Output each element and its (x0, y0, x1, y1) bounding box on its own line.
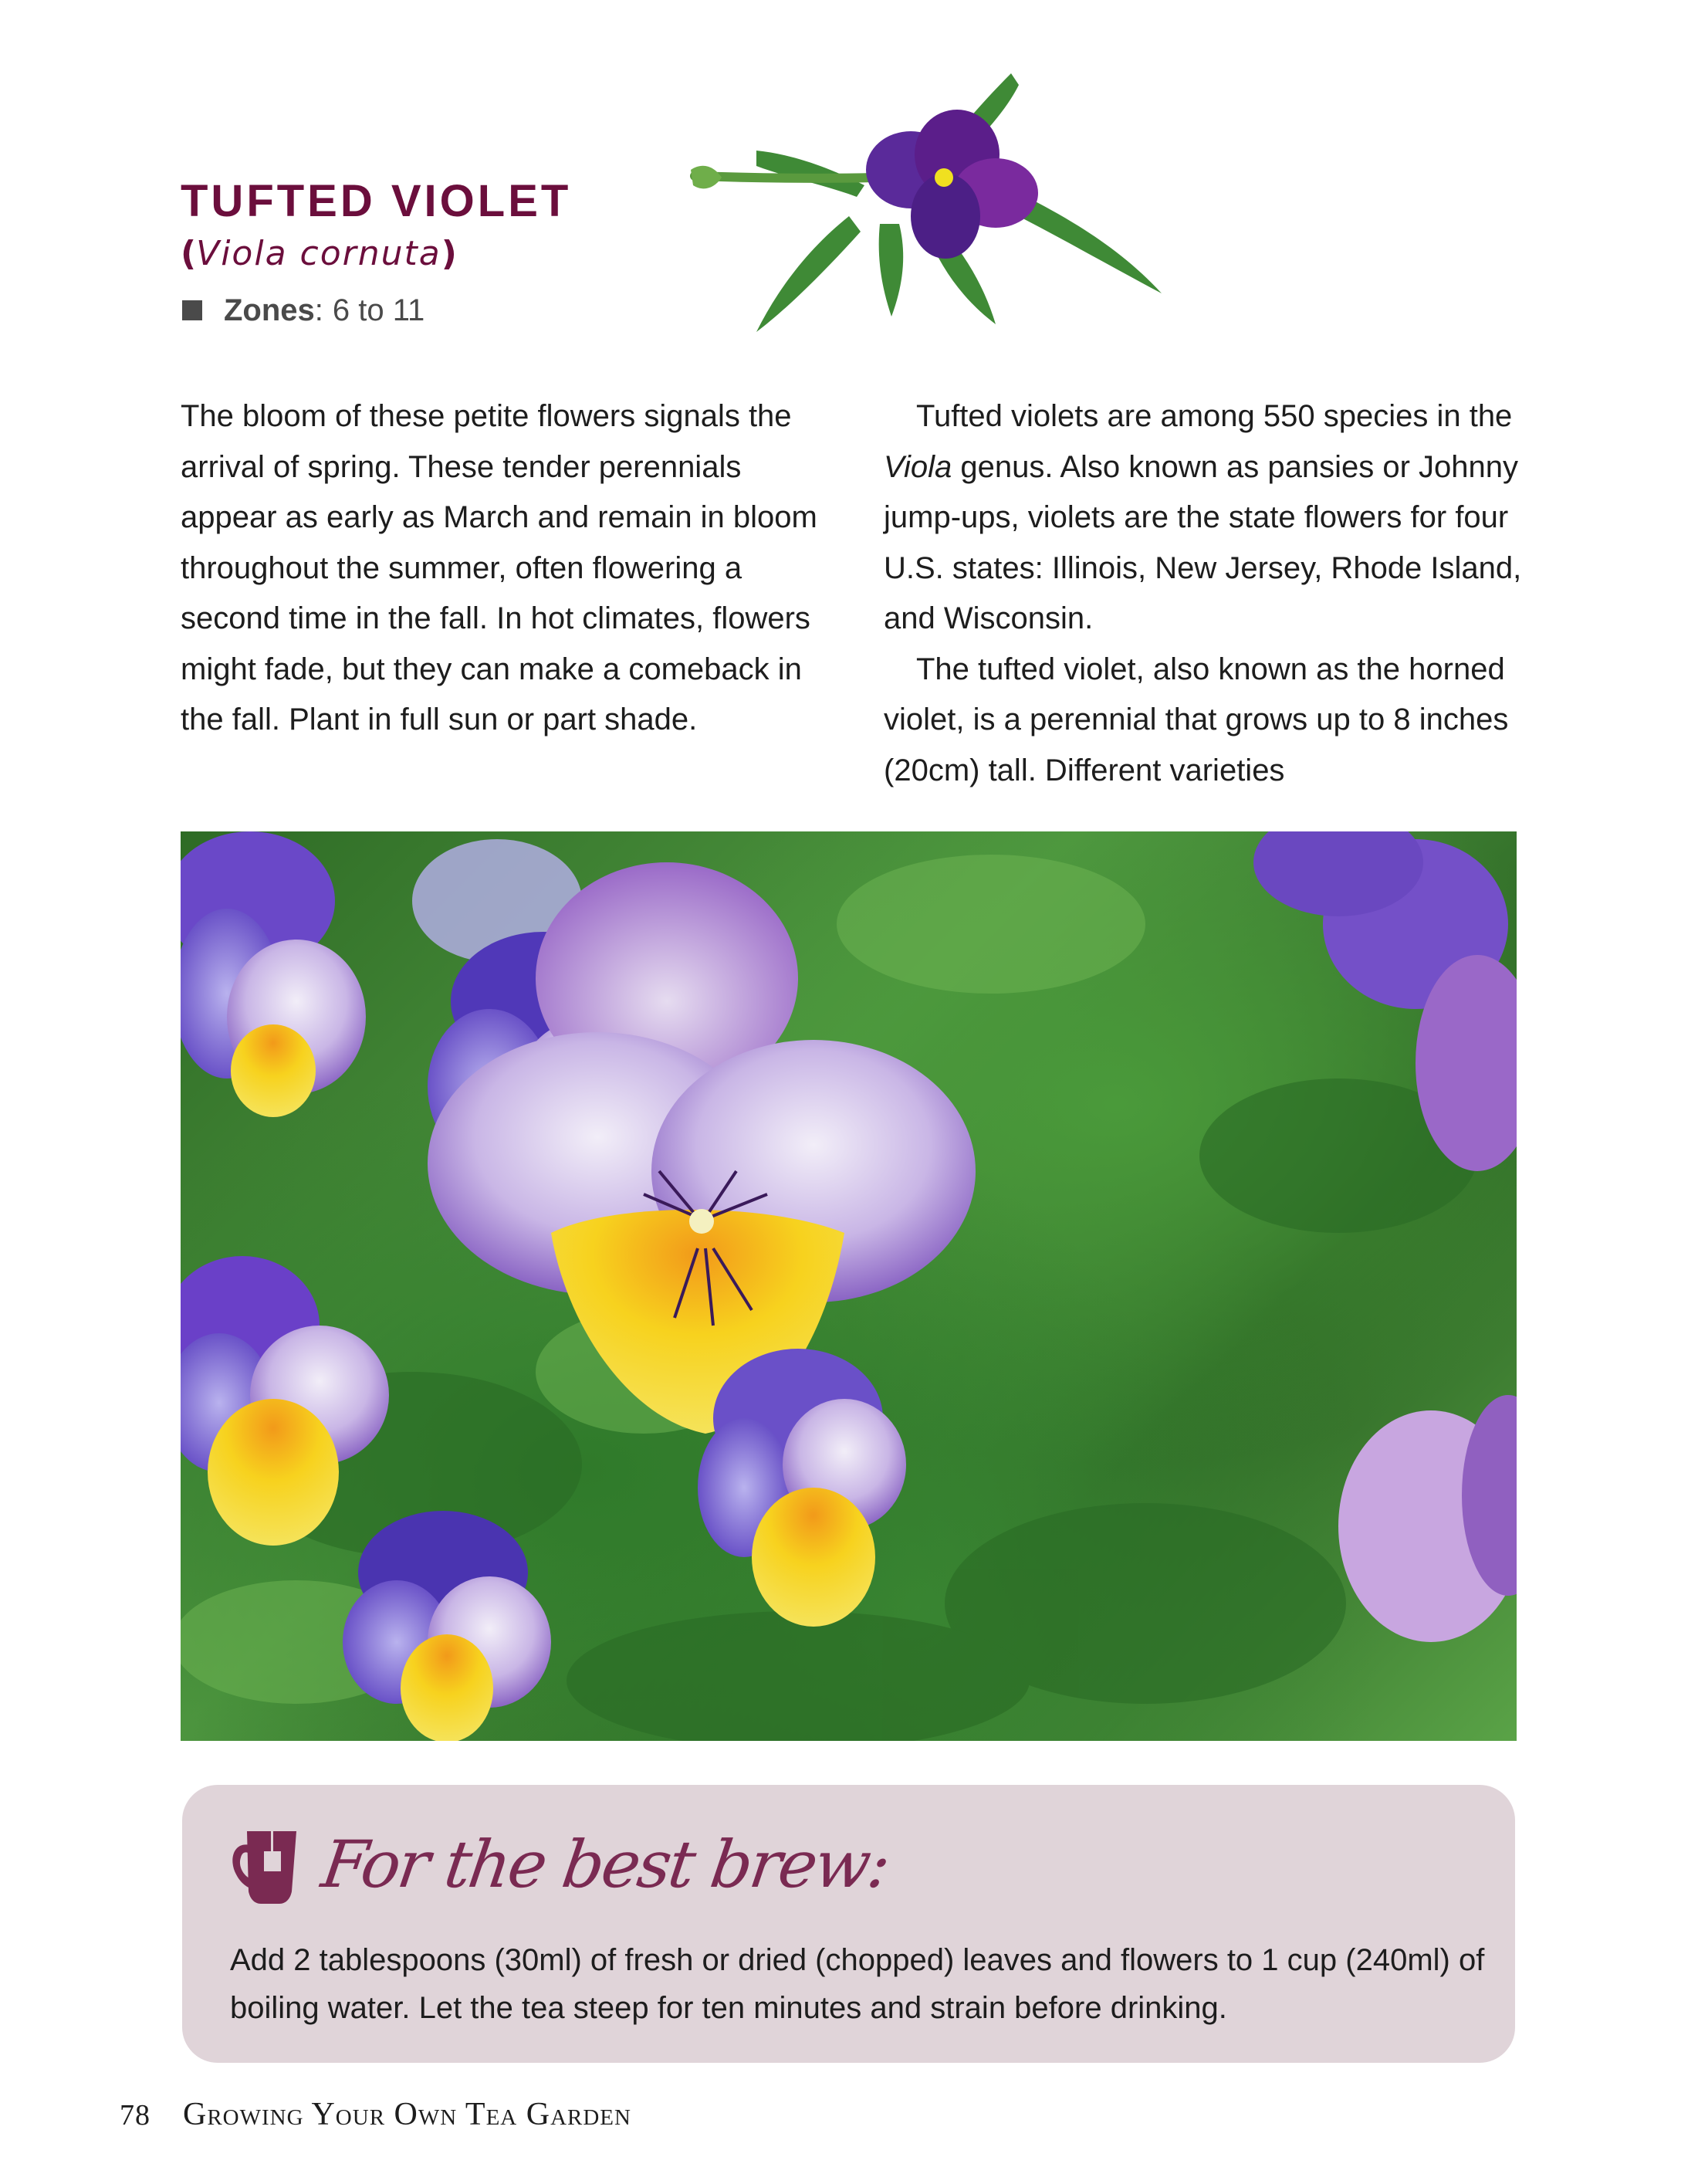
plant-title: TUFTED VIOLET (181, 176, 572, 226)
paragraph: The bloom of these petite flowers signals the arrival of spring. These tender perennials appear as early as March and remain in bloom throughout the summer, often flowering a second time in the fall. In hot climates, flowers might fade, but they can make a comeback in the fall. Plant in full sun or part shade. (181, 399, 817, 736)
zones-label: Zones (224, 293, 315, 327)
zones-separator: : (314, 293, 323, 327)
running-title: Growing Your Own Tea Garden (183, 2097, 631, 2132)
body-column-right (884, 391, 1540, 796)
brew-callout-title: For the best brew: (317, 1827, 894, 1902)
paragraph-text: genus. Also known as pansies or Johnny jump-ups, violets are the state flowers for four U.S. states: Illinois, New Jersey, Rhode Island, and Wisconsin. (884, 449, 1522, 635)
latin-close-paren: ) (441, 234, 457, 273)
violas-garden-photo (181, 831, 1517, 1741)
body-column-left (181, 391, 837, 746)
violet-sprig-illustration (679, 62, 1173, 347)
square-bullet-icon (182, 300, 202, 320)
paragraph: The tufted violet, also known as the horned violet, is a perennial that grows up to 8 inches (20cm) tall. Different varieties (884, 652, 1509, 787)
brew-instructions (230, 1936, 1504, 2032)
page-number: 78 (120, 2099, 151, 2132)
latin-open-paren: ( (181, 234, 197, 273)
page-footer (120, 2096, 631, 2133)
paragraph (884, 391, 1540, 645)
latin-name-text: Viola cornuta (196, 234, 441, 273)
brew-callout-header (225, 1822, 894, 1907)
brew-instructions-text: Add 2 tablespoons (30ml) of fresh or dried (chopped) leaves and flowers to 1 cup (240ml) of boiling water. Let the tea steep for ten minutes and strain before drinking. (230, 1943, 1485, 2025)
zones-value: 6 to 11 (332, 293, 425, 327)
latin-name (181, 234, 457, 273)
paragraph-text: Tufted violets are among 550 species in the (916, 399, 1513, 433)
genus-italic: Viola (884, 449, 952, 484)
teacup-icon (225, 1822, 299, 1907)
zones-line (182, 295, 424, 326)
